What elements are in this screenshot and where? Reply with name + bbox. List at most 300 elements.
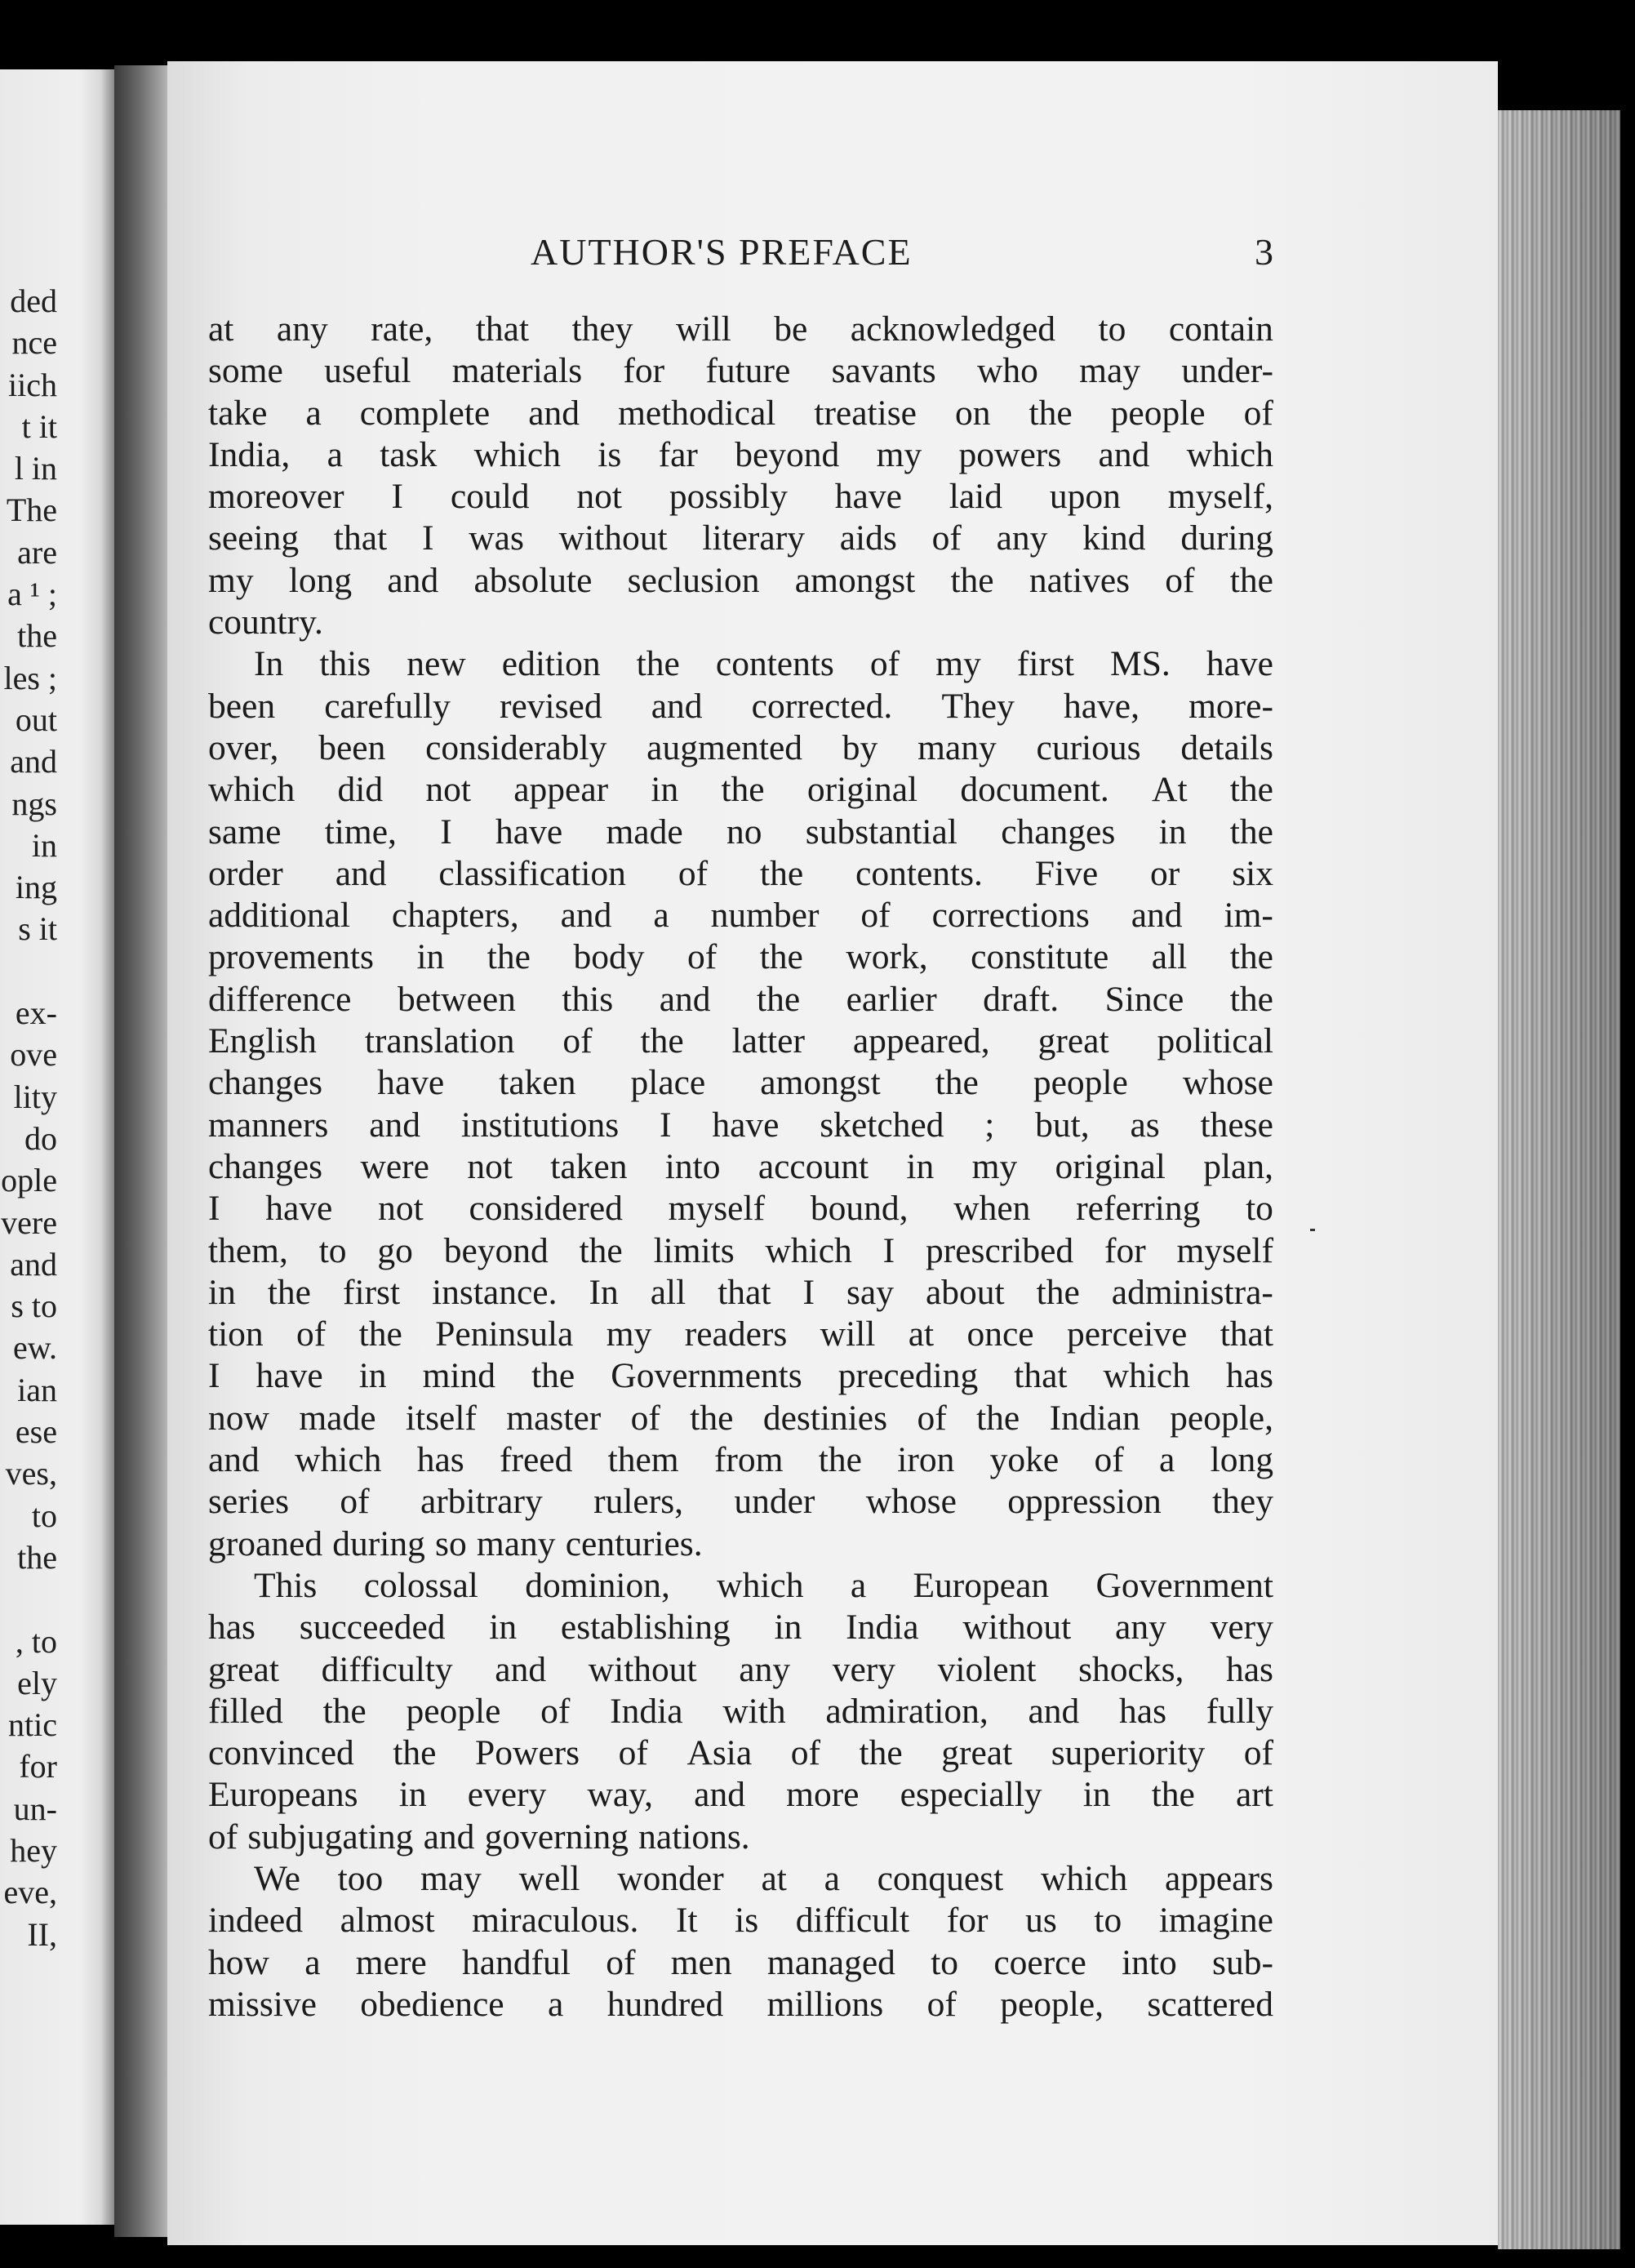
- left-page-fragment: The: [6, 491, 57, 529]
- word: a: [305, 393, 322, 433]
- word: at: [908, 1314, 935, 1354]
- text-line: [208, 727, 1273, 769]
- text-line: [208, 1272, 1273, 1314]
- word: wonder: [617, 1858, 724, 1898]
- word: I: [802, 1272, 815, 1312]
- word: latter: [731, 1021, 805, 1061]
- word: rate,: [371, 309, 433, 349]
- word: or: [1150, 853, 1180, 893]
- left-page-fragment: [1, 950, 57, 992]
- text-line: [208, 1900, 1273, 1941]
- word: itself: [405, 1398, 477, 1438]
- word: was: [469, 518, 524, 558]
- word: amongst: [760, 1063, 881, 1103]
- left-page-fragment: in: [31, 826, 57, 864]
- word: changes: [208, 1146, 323, 1186]
- word: I: [440, 812, 452, 852]
- text-line: [208, 1817, 1273, 1858]
- left-page-fragment: l in: [14, 450, 57, 487]
- word: earlier: [846, 979, 937, 1019]
- left-page-fragment: ove: [10, 1036, 57, 1074]
- word: first: [343, 1272, 401, 1312]
- word: considered: [469, 1189, 623, 1229]
- left-page-fragment: nce: [11, 324, 57, 362]
- word: ;: [984, 1105, 995, 1145]
- word: which: [1103, 1356, 1190, 1396]
- text-line: [208, 1732, 1273, 1774]
- word: and: [1028, 1691, 1080, 1731]
- word: additional: [208, 896, 350, 936]
- word: difficult: [795, 1901, 910, 1941]
- word: not: [425, 770, 471, 810]
- text-line: [208, 560, 1273, 602]
- word: has: [1225, 1356, 1273, 1396]
- word: It: [675, 1901, 698, 1941]
- text-line: [208, 602, 1273, 643]
- word: during: [332, 1523, 425, 1563]
- word: Governments: [611, 1356, 802, 1396]
- word: a: [653, 896, 669, 936]
- word: a: [850, 1565, 867, 1605]
- left-page-fragment: iich: [8, 366, 57, 403]
- word: savants: [831, 351, 936, 391]
- word: a: [327, 434, 343, 474]
- word: This: [254, 1565, 318, 1605]
- left-page-fragment: vere: [1, 1203, 57, 1241]
- word: in: [398, 1775, 427, 1815]
- word: have: [495, 812, 563, 852]
- word: account: [758, 1146, 869, 1186]
- word: of: [926, 1984, 957, 2024]
- text-line: [208, 1565, 1273, 1607]
- margin-mark: [1310, 1229, 1315, 1231]
- word: body: [573, 937, 645, 977]
- word: Powers: [475, 1733, 580, 1773]
- word: people,: [1170, 1398, 1273, 1438]
- word: have: [265, 1189, 333, 1229]
- word: and: [528, 393, 580, 433]
- word: carefully: [324, 686, 451, 726]
- word: task: [380, 434, 438, 474]
- text-line: [208, 1984, 1273, 2026]
- word: and: [1098, 434, 1150, 474]
- left-page-fragment: for: [19, 1748, 57, 1785]
- word: place: [630, 1063, 706, 1103]
- word: in: [651, 770, 679, 810]
- word: has: [1119, 1691, 1167, 1731]
- word: and: [495, 1649, 547, 1689]
- word: any: [739, 1649, 791, 1689]
- word: very: [1210, 1608, 1273, 1648]
- word: people: [406, 1691, 501, 1731]
- word: for: [946, 1901, 989, 1941]
- word: freed: [500, 1440, 573, 1480]
- word: administra-: [1111, 1272, 1273, 1312]
- word: useful: [324, 351, 411, 391]
- left-page-fragment: are: [17, 533, 57, 571]
- word: chapters,: [391, 896, 519, 936]
- body-text: [208, 309, 1273, 2026]
- word: of: [208, 1817, 238, 1857]
- text-line: [208, 1146, 1273, 1188]
- word: of: [790, 1733, 820, 1773]
- word: is: [735, 1901, 759, 1941]
- word: to: [1098, 309, 1126, 349]
- word: more: [786, 1775, 860, 1815]
- word: in: [1158, 812, 1187, 852]
- word: same: [208, 812, 282, 852]
- word: aids: [839, 518, 897, 558]
- word: of: [606, 1942, 636, 1982]
- word: superiority: [1051, 1733, 1206, 1773]
- word: for: [1104, 1230, 1146, 1270]
- word: convinced: [208, 1733, 354, 1773]
- word: fully: [1206, 1691, 1273, 1731]
- word: once: [966, 1314, 1034, 1354]
- word: this: [562, 979, 614, 1019]
- text-line: [208, 812, 1273, 853]
- word: and: [387, 560, 439, 600]
- word: At: [1152, 770, 1188, 810]
- book-page-edges-shading: [1498, 110, 1620, 2249]
- text-line: [208, 309, 1273, 350]
- word: treatise: [814, 393, 917, 433]
- text-line: [208, 1398, 1273, 1439]
- text-line: [208, 979, 1273, 1021]
- word: of: [1243, 1733, 1273, 1773]
- word: the: [1229, 770, 1273, 810]
- left-page-fragment: the: [17, 617, 57, 655]
- word: I: [421, 518, 434, 558]
- word: be: [774, 309, 808, 349]
- word: the: [358, 1314, 402, 1354]
- left-page-fragment: and: [10, 1245, 57, 1283]
- word: without: [558, 518, 668, 558]
- word: from: [713, 1440, 784, 1480]
- word: the: [1229, 937, 1273, 977]
- word: instance.: [432, 1272, 558, 1312]
- word: institutions: [460, 1105, 620, 1145]
- left-page-fragment: to: [31, 1496, 57, 1534]
- word: who: [976, 351, 1038, 391]
- word: colossal: [363, 1565, 478, 1605]
- word: of: [540, 1691, 571, 1731]
- word: draft.: [983, 979, 1060, 1019]
- left-page-fragment: ely: [17, 1664, 57, 1701]
- word: the: [759, 937, 803, 977]
- word: at: [208, 309, 234, 349]
- word: of: [917, 1398, 947, 1438]
- word: of: [562, 1021, 593, 1061]
- text-line: [208, 1774, 1273, 1816]
- word: indeed: [208, 1901, 303, 1941]
- word: document.: [960, 770, 1109, 810]
- word: is: [598, 434, 622, 474]
- left-page-fragment: II,: [27, 1915, 57, 1953]
- word: the: [950, 560, 994, 600]
- word: obedience: [360, 1984, 504, 2024]
- word: Indian: [1049, 1398, 1140, 1438]
- word: coerce: [993, 1942, 1086, 1982]
- word: changes: [1001, 812, 1116, 852]
- word: into: [664, 1146, 721, 1186]
- word: to: [1094, 1901, 1122, 1941]
- text-line: [208, 1355, 1273, 1397]
- word: seeing: [208, 518, 300, 558]
- word: appears: [1165, 1858, 1273, 1898]
- text-line: [208, 643, 1273, 685]
- left-page-fragment: ian: [17, 1371, 57, 1408]
- word: and: [335, 853, 387, 893]
- word: number: [710, 896, 820, 936]
- word: of: [340, 1482, 370, 1522]
- word: take: [208, 393, 268, 433]
- text-line: [208, 1439, 1273, 1481]
- word: prescribed: [925, 1230, 1074, 1270]
- word: taken: [499, 1063, 576, 1103]
- running-head: AUTHOR'S PREFACE: [531, 231, 913, 273]
- word: yoke: [989, 1440, 1060, 1480]
- word: not: [378, 1189, 424, 1229]
- word: absolute: [473, 560, 593, 600]
- left-page-fragment: do: [24, 1119, 57, 1157]
- word: have: [712, 1105, 780, 1145]
- word: the: [1229, 979, 1273, 1019]
- word: acknowledged: [850, 309, 1055, 349]
- word: by: [842, 727, 878, 767]
- word: at: [761, 1858, 787, 1898]
- word: sub-: [1212, 1942, 1273, 1982]
- text-line: [208, 518, 1273, 559]
- word: the: [1229, 812, 1273, 852]
- word: very: [832, 1649, 895, 1689]
- text-line: [208, 1858, 1273, 1900]
- word: and: [208, 1440, 260, 1480]
- word: translation: [364, 1021, 515, 1061]
- word: them,: [208, 1230, 288, 1270]
- word: how: [208, 1942, 269, 1982]
- word: people: [1110, 393, 1206, 433]
- word: powers: [958, 434, 1062, 474]
- word: say: [846, 1272, 894, 1312]
- word: master: [506, 1398, 602, 1438]
- word: under-: [1181, 351, 1273, 391]
- word: in: [774, 1608, 802, 1648]
- word: contents: [715, 644, 834, 684]
- word: in: [208, 1272, 236, 1312]
- word: whose: [1182, 1063, 1273, 1103]
- text-line: [208, 1691, 1273, 1732]
- text-line: [208, 434, 1273, 476]
- word: as: [1130, 1105, 1160, 1145]
- text-line: [208, 1230, 1273, 1272]
- word: many: [476, 1523, 556, 1563]
- text-line: [208, 1523, 1273, 1565]
- word: have: [255, 1356, 323, 1396]
- text-line: [208, 1314, 1273, 1355]
- word: which: [765, 1230, 852, 1270]
- word: in: [489, 1608, 518, 1648]
- word: the: [267, 1272, 311, 1312]
- word: millions: [766, 1984, 884, 2024]
- word: in: [906, 1146, 935, 1186]
- word: myself: [668, 1189, 766, 1229]
- word: changes: [208, 1063, 323, 1103]
- word: series: [208, 1482, 290, 1522]
- word: iron: [897, 1440, 955, 1480]
- word: may: [420, 1858, 482, 1898]
- word: that: [333, 518, 388, 558]
- left-page-fragment: [1, 1578, 57, 1620]
- word: and: [369, 1105, 420, 1145]
- left-page-fragment: out: [15, 700, 57, 738]
- left-page-fragment: ngs: [11, 785, 57, 822]
- word: natives: [1029, 560, 1131, 600]
- word: of: [869, 644, 900, 684]
- left-page-fragment: s to: [11, 1287, 57, 1325]
- word: corrections: [931, 896, 1090, 936]
- word: upon: [1049, 477, 1121, 517]
- word: myself: [1176, 1230, 1273, 1270]
- word: governing: [484, 1817, 629, 1857]
- word: perceive: [1067, 1314, 1188, 1354]
- word: sketched: [820, 1105, 944, 1145]
- word: long: [288, 560, 353, 600]
- left-page-fragment: the: [17, 1538, 57, 1576]
- word: India: [610, 1691, 683, 1731]
- word: which: [717, 1565, 804, 1605]
- word: a: [824, 1858, 840, 1898]
- word: Peninsula: [435, 1314, 574, 1354]
- word: all: [650, 1272, 686, 1312]
- word: order: [208, 853, 283, 893]
- word: limits: [653, 1230, 735, 1270]
- word: mere: [355, 1942, 427, 1982]
- word: will: [820, 1314, 876, 1354]
- text-line: [208, 393, 1273, 434]
- word: Since: [1104, 979, 1184, 1019]
- word: has: [1226, 1649, 1273, 1689]
- word: about: [925, 1272, 1005, 1312]
- word: which: [1186, 434, 1273, 474]
- left-page-fragment: and: [10, 743, 57, 780]
- word: been: [318, 727, 386, 767]
- word: the: [1151, 1775, 1195, 1815]
- left-page-fragment: ves,: [5, 1455, 57, 1492]
- word: oppression: [1007, 1482, 1162, 1522]
- word: country.: [208, 603, 323, 643]
- word: contents.: [855, 853, 983, 893]
- word: well: [518, 1858, 580, 1898]
- word: us: [1025, 1901, 1057, 1941]
- word: with: [722, 1691, 786, 1731]
- word: and: [423, 1817, 475, 1857]
- word: every: [467, 1775, 547, 1815]
- word: possibly: [669, 477, 788, 517]
- text-line: [208, 686, 1273, 727]
- word: so: [435, 1523, 467, 1563]
- word: missive: [208, 1984, 317, 2024]
- word: Europeans: [208, 1775, 358, 1815]
- text-line: [208, 350, 1273, 392]
- text-line: [208, 769, 1273, 811]
- word: the: [640, 1021, 684, 1061]
- left-facing-page: [0, 69, 114, 2225]
- word: subjugating: [247, 1817, 414, 1857]
- word: shocks,: [1078, 1649, 1184, 1689]
- word: details: [1180, 727, 1273, 767]
- word: scattered: [1147, 1984, 1273, 2024]
- word: India,: [208, 434, 291, 474]
- word: this: [319, 644, 371, 684]
- word: destinies: [762, 1398, 888, 1438]
- word: dominion,: [525, 1565, 670, 1605]
- word: that: [1220, 1314, 1273, 1354]
- word: European: [913, 1565, 1050, 1605]
- left-page-fragment: t it: [21, 407, 57, 445]
- word: way,: [587, 1775, 654, 1815]
- word: long: [1210, 1440, 1273, 1480]
- word: the: [579, 1230, 623, 1270]
- word: I: [208, 1356, 220, 1396]
- word: could: [450, 477, 530, 517]
- word: these: [1200, 1105, 1273, 1145]
- word: violent: [937, 1649, 1037, 1689]
- word: beyond: [735, 434, 840, 474]
- word: a: [1159, 1440, 1175, 1480]
- word: and: [651, 686, 703, 726]
- word: too: [337, 1858, 384, 1898]
- word: which: [295, 1440, 382, 1480]
- word: of: [296, 1314, 327, 1354]
- word: to: [318, 1230, 347, 1270]
- text-line: [208, 1021, 1273, 1062]
- word: will: [676, 309, 731, 349]
- word: rulers,: [593, 1482, 683, 1522]
- word: I: [882, 1230, 895, 1270]
- word: and: [694, 1775, 745, 1815]
- word: substantial: [805, 812, 957, 852]
- word: referring: [1076, 1189, 1201, 1229]
- word: which: [473, 434, 561, 474]
- word: work,: [846, 937, 928, 977]
- word: readers: [684, 1314, 788, 1354]
- word: not: [576, 477, 623, 517]
- word: amongst: [794, 560, 916, 600]
- word: arbitrary: [420, 1482, 543, 1522]
- word: im-: [1224, 896, 1273, 936]
- word: We: [254, 1858, 300, 1898]
- word: MS.: [1110, 644, 1171, 684]
- text-line: [208, 853, 1273, 895]
- word: have,: [1063, 686, 1140, 726]
- word: of: [1165, 560, 1195, 600]
- word: of: [618, 1733, 648, 1773]
- word: materials: [451, 351, 583, 391]
- text-line: [208, 1062, 1273, 1104]
- word: the: [756, 979, 801, 1019]
- word: the: [818, 1440, 862, 1480]
- word: preceding: [837, 1356, 979, 1396]
- word: complete: [359, 393, 491, 433]
- word: have: [834, 477, 902, 517]
- word: in: [1082, 1775, 1111, 1815]
- word: of: [1243, 393, 1273, 433]
- word: filled: [208, 1691, 283, 1731]
- word: I: [660, 1105, 672, 1145]
- word: that: [718, 1272, 771, 1312]
- word: without: [588, 1649, 697, 1689]
